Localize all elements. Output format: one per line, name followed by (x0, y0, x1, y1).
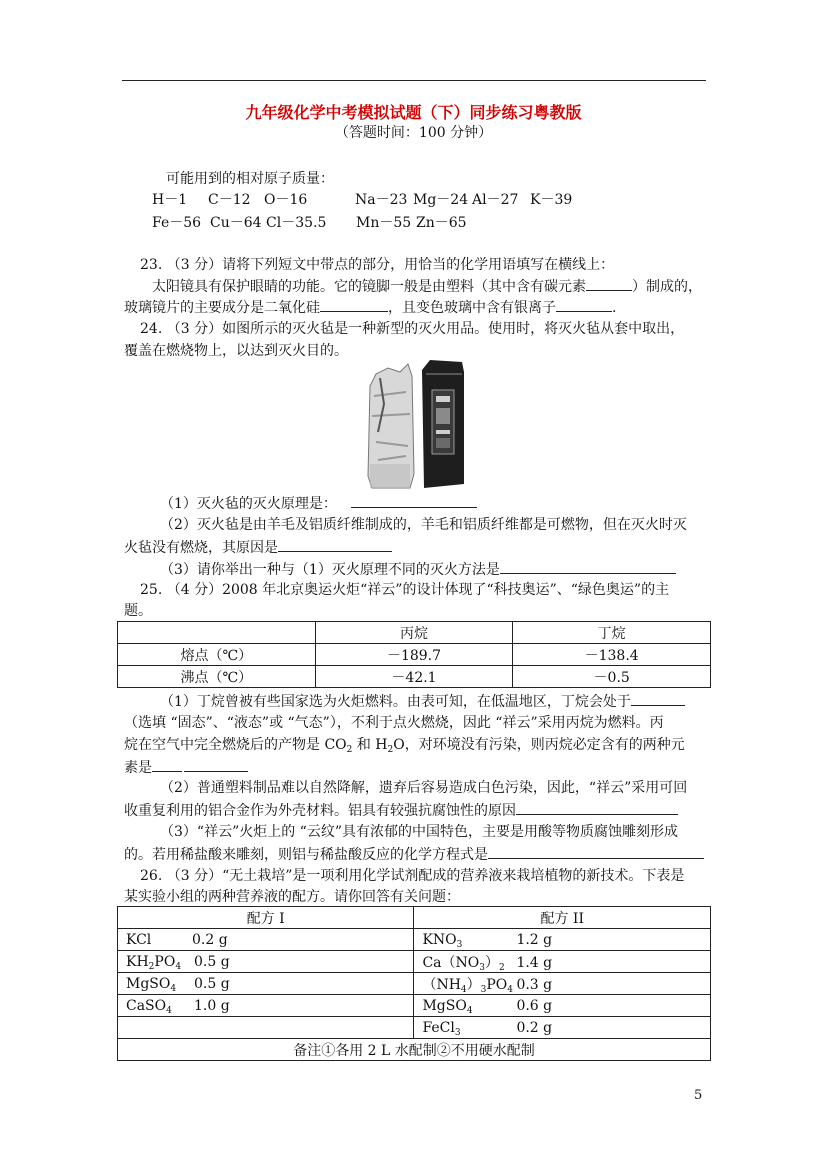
text: FeCl (422, 1019, 455, 1036)
table-header-cell: 丁烷 (513, 622, 711, 644)
subscript: 4 (166, 1005, 172, 1016)
table-cell: 沸点（℃） (118, 666, 316, 688)
subscript: 3 (480, 984, 487, 995)
text: ） (466, 976, 481, 993)
table-row (118, 951, 711, 973)
fire-blanket-photo (366, 356, 466, 492)
text: （1）丁烷曾被有些国家选为火炬燃料。由表可知，在低温地区，丁烷会处于 (160, 694, 631, 710)
text: Ca（NO (422, 954, 480, 971)
q25-part-3b (124, 845, 704, 864)
text: 收重复利用的铝合金作为外壳材料。铝具有较强抗腐蚀性的原因 (124, 803, 516, 819)
table-header-row (118, 907, 711, 929)
header-rule (122, 80, 706, 81)
table-cell (118, 973, 414, 995)
text: KNO (422, 931, 457, 948)
subscript: 3 (456, 939, 463, 950)
table-cell (414, 995, 711, 1017)
table-note-row (118, 1039, 711, 1061)
q25-stem-2: 题。 (124, 603, 152, 619)
text: 和 H (352, 737, 388, 753)
text: PO (154, 953, 176, 970)
table-header-cell: 丙烷 (315, 622, 513, 644)
formula (422, 998, 516, 1014)
subscript: 2 (498, 962, 505, 973)
page-subtitle: （答题时间：100 分钟） (334, 125, 493, 141)
q24-part-1 (160, 494, 477, 513)
page-title: 九年级化学中考模拟试题（下）同步练习粤教版 (245, 103, 582, 122)
amount: 0.5 g (194, 953, 230, 970)
q25-stem: 25. （4 分）2008 年北京奥运火炬“祥云”的设计体现了“科技奥运”、“绿色奥运”的主 (140, 582, 670, 598)
mass-item: Mg－24 (413, 192, 469, 208)
subscript: 3 (479, 962, 485, 973)
atomic-mass-row-1 (152, 191, 572, 209)
subscript: 4 (460, 984, 467, 995)
table-note: 备注①各用 2 L 水配制②不用硬水配制 (118, 1039, 711, 1061)
q25-part-1d (124, 758, 248, 777)
subscript: 4 (507, 984, 514, 995)
table-row (118, 973, 711, 995)
table-cell (414, 1017, 711, 1039)
table-cell (118, 995, 414, 1017)
text: MgSO (126, 975, 171, 992)
text: . (612, 300, 617, 316)
atomic-mass-row-2 (152, 214, 467, 232)
q25-part-3a: （3）“祥云”火炬上的 “云纹”具有浓郁的中国特色，主要是用酸等物质腐蚀雕刻形成 (160, 824, 678, 840)
text: （3）请你举出一种与（1）灭火原理不同的灭火方法是 (160, 562, 500, 578)
table-cell (118, 951, 414, 973)
table-cell: －189.7 (315, 644, 513, 666)
answer-blank[interactable] (500, 560, 676, 574)
amount: 0.2 g (516, 1019, 553, 1036)
subscript: 4 (175, 961, 182, 972)
subscript: 2 (346, 745, 353, 755)
atomic-mass-label: 可能用到的相对原子质量： (166, 171, 334, 187)
mass-item: O－16 (264, 192, 308, 208)
text: 的。若用稀盐酸来雕刻，则铝与稀盐酸反应的化学方程式是 (124, 847, 488, 863)
subscript: 3 (454, 1027, 461, 1038)
amount: 1.0 g (194, 997, 230, 1014)
mass-item: Cu－64 (210, 215, 262, 231)
mass-item: C－12 (208, 192, 251, 208)
q25-data-table (117, 621, 711, 688)
amount: 0.6 g (516, 997, 553, 1014)
answer-blank[interactable] (351, 494, 477, 508)
answer-blank[interactable] (320, 298, 388, 312)
mass-item: Na－23 (355, 192, 408, 208)
text: KCl (126, 931, 152, 948)
table-header-cell: 配方 I (118, 907, 414, 929)
fire-blanket-folded-image (368, 364, 414, 488)
q24-stem-2: 覆盖在燃烧物上，以达到灭火目的。 (124, 343, 348, 359)
answer-blank[interactable] (488, 845, 704, 859)
formula (126, 998, 194, 1014)
q25-part-1c (124, 736, 685, 754)
subscript: 2 (148, 961, 155, 972)
text: PO (486, 976, 508, 993)
text: （1）灭火毡的灭火原理是： (160, 496, 337, 512)
table-row (118, 644, 711, 666)
table-row (118, 1017, 711, 1039)
q25-part-2a: （2）普通塑料制品难以自然降解，遗弃后容易造成白色污染，因此，“祥云”采用可回 (160, 780, 688, 796)
mass-item: K－39 (530, 192, 573, 208)
text: ） (484, 954, 499, 971)
q23-stem: 23. （3 分）请将下列短文中带点的部分，用恰当的化学用语填写在横线上： (140, 257, 615, 273)
answer-blank[interactable] (556, 298, 612, 312)
amount: 1.4 g (516, 954, 553, 971)
subscript: 4 (170, 983, 177, 994)
table-cell (118, 1017, 414, 1039)
mass-item: Al－27 (472, 192, 519, 208)
page-number: 5 (694, 1088, 703, 1103)
q26-formula-table (117, 906, 711, 1061)
formula (126, 954, 194, 970)
mass-item: H－1 (152, 192, 188, 208)
answer-blank[interactable] (278, 538, 392, 552)
q23-line-1 (152, 277, 702, 296)
subscript: 4 (466, 1005, 473, 1016)
formula (422, 952, 516, 972)
formula (422, 974, 516, 994)
mass-item: Cl－35.5 (266, 215, 327, 231)
mass-item: Zn－65 (416, 215, 467, 231)
text: 素是 (124, 760, 152, 776)
table-cell (414, 929, 711, 951)
text: O，对环境没有污染，则丙烷必定含有的两种元 (393, 737, 685, 753)
text: MgSO (422, 997, 467, 1014)
mass-item: Fe－56 (152, 215, 202, 231)
amount: 1.2 g (516, 931, 553, 948)
table-row (118, 666, 711, 688)
q25-part-1a (160, 692, 685, 711)
formula (422, 932, 516, 948)
answer-blank[interactable] (586, 277, 632, 291)
table-cell (414, 973, 711, 995)
q24-part-2b (124, 538, 392, 557)
answer-blank[interactable] (516, 801, 678, 815)
text: 烷在空气中完全燃烧后的产物是 CO (124, 737, 347, 753)
table-header-cell (118, 622, 316, 644)
table-cell (118, 929, 414, 951)
q23-line-2 (124, 298, 616, 317)
table-row (118, 929, 711, 951)
text: 火毡没有燃烧，其原因是 (124, 540, 278, 556)
amount: 0.2 g (192, 931, 228, 948)
q26-stem: 26. （3 分）“无土栽培”是一项利用化学试剂配成的营养液来栽培植物的新技术。下表是 (140, 868, 685, 884)
q24-part-2a: （2）灭火毡是由羊毛及铝质纤维制成的，羊毛和铝质纤维都是可燃物，但在灭火时灭 (160, 517, 687, 533)
text: KH (126, 953, 149, 970)
q24-stem: 24. （3 分）如图所示的灭火毡是一种新型的灭火用品。使用时，将灭火毡从套中取出， (140, 321, 685, 337)
amount: 0.3 g (516, 976, 553, 993)
q25-part-2b (124, 801, 678, 820)
text: ，且变色玻璃中含有银离子 (388, 300, 556, 316)
formula (422, 1020, 516, 1036)
answer-blank[interactable] (184, 758, 248, 772)
mass-item: Mn－55 (356, 215, 412, 231)
table-cell: －42.1 (315, 666, 513, 688)
text: CaSO (126, 997, 167, 1014)
text: 太阳镜具有保护眼睛的功能。它的镜脚一般是由塑料（其中含有碳元素 (152, 279, 586, 295)
formula (126, 976, 194, 992)
table-row (118, 995, 711, 1017)
amount: 0.5 g (194, 975, 230, 992)
subscript: 2 (387, 745, 394, 755)
table-cell: －138.4 (513, 644, 711, 666)
text: ）制成的， (632, 279, 702, 295)
table-header-cell: 配方 II (414, 907, 711, 929)
text: 玻璃镜片的主要成分是二氧化硅 (124, 300, 320, 316)
table-header-row (118, 622, 711, 644)
formula (126, 932, 192, 948)
table-cell: 熔点（℃） (118, 644, 316, 666)
q24-part-3 (160, 560, 676, 579)
fire-blanket-case-image (422, 360, 464, 488)
table-cell: －0.5 (513, 666, 711, 688)
table-cell (414, 951, 711, 973)
text: （NH (422, 976, 461, 993)
q26-stem-2: 某实验小组的两种营养液的配方。请你回答有关问题： (124, 889, 460, 905)
answer-blank[interactable] (152, 758, 182, 772)
answer-blank[interactable] (631, 692, 685, 706)
q25-part-1b: （选填 “固态”、“液态”或 “气态”），不利于点火燃烧，因此 “祥云”采用丙烷为燃料。丙 (124, 715, 664, 731)
